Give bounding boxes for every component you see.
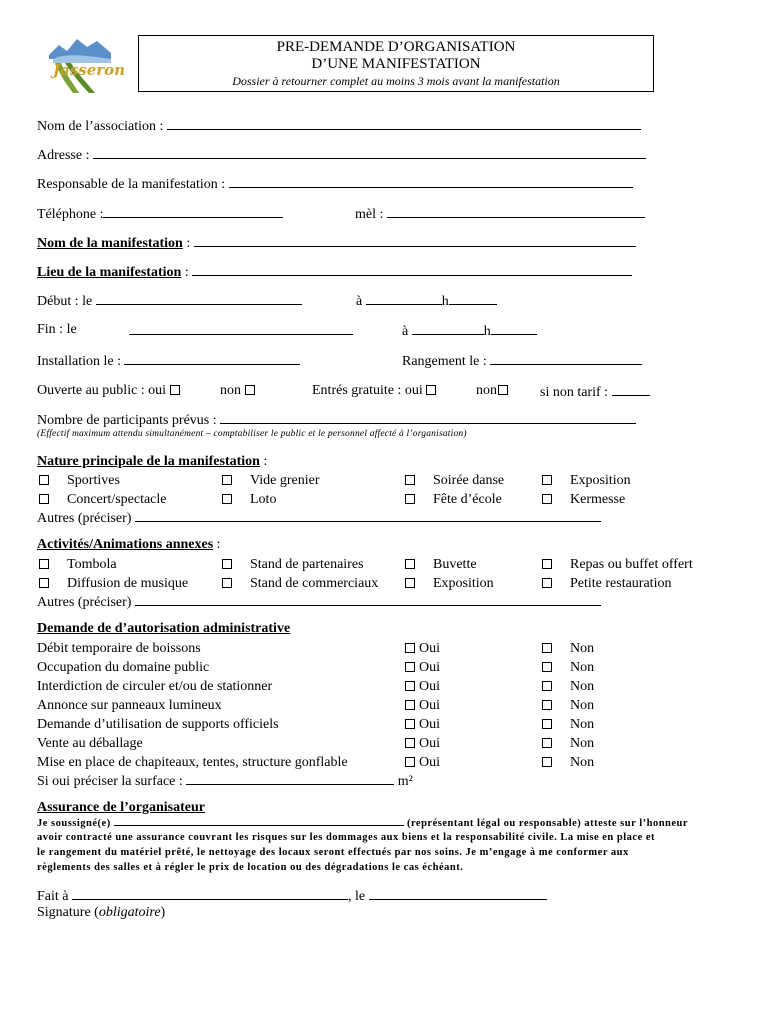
logo (45, 33, 126, 95)
start-h-label: h (441, 294, 449, 309)
event-name-row (37, 234, 636, 252)
signature-label: Signature ( (37, 905, 99, 920)
start-hour-field[interactable] (366, 292, 442, 305)
event-place-label: Lieu de la manifestation (37, 265, 182, 280)
activity-label: Stand de partenaires (250, 557, 364, 572)
start-time-row (356, 292, 497, 310)
tariff-label: si non tarif : (540, 385, 609, 400)
authorization-item-label: Demande d’utilisation de supports officiels (37, 717, 279, 732)
tariff-row (540, 383, 650, 401)
authorization-yes-checkbox[interactable] (405, 681, 415, 691)
nature-label: Loto (250, 492, 277, 507)
insurance-line-4: règlements des salles et à régler le prix de location ou des dégradations le cas échéant. (37, 862, 464, 873)
authorization-yes-label: Oui (419, 755, 440, 770)
authorization-yes-label: Oui (419, 736, 440, 751)
start-minute-field[interactable] (449, 292, 497, 305)
nature-checkbox[interactable] (39, 494, 49, 504)
authorization-no-label: Non (570, 736, 595, 751)
insurance-signer-label: Je soussigné(e) (37, 818, 111, 829)
responsible-label: Responsable de la manifestation : (37, 177, 226, 192)
subtitle: Dossier à retourner complet au moins 3 mois avant la manifestation (232, 74, 560, 88)
participants-label: Nombre de participants prévus : (37, 413, 217, 428)
activities-other-field[interactable] (135, 593, 601, 606)
authorization-no-label: Non (570, 641, 595, 656)
free-entry-no-checkbox[interactable] (498, 385, 508, 395)
public-no-label: non (220, 383, 241, 398)
activity-checkbox[interactable] (405, 578, 415, 588)
association-field[interactable] (167, 117, 641, 130)
authorization-no (542, 641, 594, 657)
activity-checkbox[interactable] (39, 559, 49, 569)
tariff-field[interactable] (612, 383, 650, 396)
activity-item (39, 557, 117, 573)
nature-checkbox[interactable] (542, 494, 552, 504)
activity-label: Repas ou buffet offert (570, 557, 693, 572)
place-label: Fait à (37, 889, 69, 904)
activity-label: Petite restauration (570, 576, 672, 591)
insurance-attest-text: (représentant légal ou responsable) atteste sur l’honneur (406, 818, 689, 829)
nature-label: Soirée danse (433, 473, 505, 488)
authorization-no-checkbox[interactable] (542, 719, 552, 729)
event-place-field[interactable] (192, 263, 632, 276)
installation-label: Installation le : (37, 354, 121, 369)
authorization-no-label: Non (570, 698, 595, 713)
nature-item (542, 473, 631, 489)
authorization-item-label: Mise en place de chapiteaux, tentes, structure gonflable (37, 755, 348, 770)
nature-item (405, 473, 504, 489)
event-place-colon: : (184, 265, 189, 280)
phone-label: Téléphone : (37, 207, 104, 222)
authorization-yes-checkbox[interactable] (405, 757, 415, 767)
end-label: Fin : le (37, 322, 77, 337)
authorization-yes-label: Oui (419, 641, 440, 656)
title-line-1: PRE-DEMANDE D’ORGANISATION (276, 39, 516, 55)
authorization-yes-label: Oui (419, 660, 440, 675)
authorization-no (542, 717, 594, 733)
authorization-yes-checkbox[interactable] (405, 738, 415, 748)
responsible-row (37, 175, 633, 193)
free-entry-no-label: non (476, 383, 497, 398)
phone-field[interactable] (103, 205, 283, 218)
authorization-yes (405, 660, 440, 676)
nature-checkbox[interactable] (542, 475, 552, 485)
authorization-item-label: Interdiction de circuler et/ou de stationner (37, 679, 273, 694)
nature-checkbox[interactable] (405, 475, 415, 485)
authorization-yes (405, 755, 440, 771)
email-field[interactable] (387, 205, 645, 218)
authorization-no-checkbox[interactable] (542, 757, 552, 767)
association-row (37, 117, 641, 135)
phone-row (37, 205, 283, 223)
start-row (37, 292, 302, 310)
authorization-item-label: Débit temporaire de boissons (37, 641, 201, 656)
end-date-field[interactable] (129, 322, 353, 335)
activity-label: Exposition (433, 576, 494, 591)
authorization-no (542, 698, 594, 714)
public-yes-checkbox[interactable] (170, 385, 180, 395)
nature-item (222, 473, 320, 489)
insurance-heading: Assurance de l’organisateur (37, 800, 205, 815)
event-name-colon: : (186, 236, 191, 251)
title-line-2: D’UNE MANIFESTATION (311, 56, 481, 72)
authorization-no-checkbox[interactable] (542, 681, 552, 691)
authorization-yes-label: Oui (419, 679, 440, 694)
authorization-no-label: Non (570, 717, 595, 732)
activity-checkbox[interactable] (222, 559, 232, 569)
nature-other-label: Autres (préciser) (37, 511, 132, 526)
nature-colon: : (263, 454, 268, 469)
association-label: Nom de l’association : (37, 119, 164, 134)
insurance-signer-field[interactable] (114, 816, 404, 826)
start-label: Début : le (37, 294, 93, 309)
activity-checkbox[interactable] (222, 578, 232, 588)
authorization-yes (405, 641, 440, 657)
authorization-no-checkbox[interactable] (542, 643, 552, 653)
storage-label: Rangement le : (402, 354, 487, 369)
storage-row (402, 352, 642, 370)
start-date-field[interactable] (96, 292, 302, 305)
nature-checkbox[interactable] (39, 475, 49, 485)
activity-checkbox[interactable] (542, 578, 552, 588)
public-no-checkbox[interactable] (245, 385, 255, 395)
nature-checkbox[interactable] (222, 494, 232, 504)
nature-label: Fête d’école (433, 492, 502, 507)
public-row (37, 383, 184, 399)
end-h-label: h (483, 324, 491, 339)
place-field[interactable] (72, 887, 348, 900)
surface-row (37, 772, 413, 790)
end-hour-field[interactable] (412, 322, 484, 335)
participants-note: (Effectif maximum attendu simultanément – comptabiliser le public et le personnel affecté à l’organisation) (37, 429, 467, 439)
nature-item (39, 473, 120, 489)
authorization-item-label: Annonce sur panneaux lumineux (37, 698, 222, 713)
insurance-line-1 (37, 816, 688, 829)
email-row (355, 205, 645, 223)
nature-checkbox[interactable] (222, 475, 232, 485)
nature-item (405, 492, 502, 508)
authorization-no-label: Non (570, 660, 595, 675)
address-field[interactable] (93, 146, 646, 159)
date-label: , le (348, 889, 366, 904)
activities-other-label: Autres (préciser) (37, 595, 132, 610)
svg-text:Jasseron: Jasseron (53, 61, 126, 79)
activity-checkbox[interactable] (39, 578, 49, 588)
activity-item (222, 557, 364, 573)
activity-checkbox[interactable] (542, 559, 552, 569)
nature-item (542, 492, 625, 508)
title-box (138, 35, 654, 92)
address-row (37, 146, 646, 164)
activities-heading-row (37, 537, 221, 553)
nature-checkbox[interactable] (405, 494, 415, 504)
authorization-no-checkbox[interactable] (542, 738, 552, 748)
activities-other-row (37, 593, 601, 611)
authorization-no-label: Non (570, 679, 595, 694)
address-label: Adresse : (37, 148, 90, 163)
activities-colon: : (216, 537, 221, 552)
nature-label: Sportives (67, 473, 120, 488)
authorization-no (542, 679, 594, 695)
end-at-label: à (402, 324, 409, 339)
participants-field[interactable] (220, 411, 636, 424)
activity-item (405, 557, 477, 573)
nature-label: Vide grenier (250, 473, 320, 488)
free-entry-yes-checkbox[interactable] (426, 385, 436, 395)
surface-field[interactable] (186, 772, 394, 785)
end-time-row (402, 322, 537, 340)
activity-label: Diffusion de musique (67, 576, 189, 591)
activity-label: Buvette (433, 557, 477, 572)
end-date-wrap (129, 322, 353, 340)
participants-row (37, 411, 636, 429)
authorization-yes (405, 736, 440, 752)
public-label: Ouverte au public : oui (37, 383, 167, 398)
authorization-no (542, 660, 594, 676)
nature-item (222, 492, 276, 508)
email-label: mèl : (355, 207, 384, 222)
authorization-yes (405, 698, 440, 714)
authorization-item-label: Vente au déballage (37, 736, 143, 751)
activity-item (542, 576, 671, 592)
activity-label: Stand de commerciaux (250, 576, 379, 591)
authorization-yes-checkbox[interactable] (405, 719, 415, 729)
nature-label: Kermesse (570, 492, 626, 507)
end-row (37, 322, 77, 338)
signature-row (37, 905, 165, 921)
free-entry-row (312, 383, 440, 399)
surface-label: Si oui préciser la surface : (37, 774, 183, 789)
surface-unit: m² (397, 774, 413, 789)
insurance-line-2: avoir contracté une assurance couvrant les risques sur les dommages aux biens et la responsabilité civile. La mise en place et (37, 832, 656, 843)
nature-item (39, 492, 167, 508)
event-name-field[interactable] (194, 234, 636, 247)
end-minute-field[interactable] (491, 322, 537, 335)
storage-field[interactable] (490, 352, 642, 365)
start-at-label: à (356, 294, 363, 309)
place-date-row (37, 887, 547, 905)
nature-label: Concert/spectacle (67, 492, 167, 507)
activities-heading: Activités/Animations annexes (37, 537, 214, 552)
authorization-item-label: Occupation du domaine public (37, 660, 210, 675)
date-field[interactable] (369, 887, 547, 900)
nature-label: Exposition (570, 473, 631, 488)
activity-label: Tombola (67, 557, 117, 572)
activity-item (222, 576, 378, 592)
activity-item (39, 576, 188, 592)
free-entry-label: Entrés gratuite : oui (312, 383, 423, 398)
installation-field[interactable] (124, 352, 300, 365)
authorization-no-label: Non (570, 755, 595, 770)
authorization-yes-label: Oui (419, 717, 440, 732)
event-place-row (37, 263, 632, 281)
insurance-line-3: le rangement du matériel prêté, le nettoyage des locaux seront effectués par nos soins. Je m’engage à me conformer aux (37, 847, 629, 858)
authorization-yes-checkbox[interactable] (405, 700, 415, 710)
public-no-row (220, 383, 259, 399)
authorization-yes-checkbox[interactable] (405, 662, 415, 672)
signature-close: ) (160, 905, 166, 920)
installation-row (37, 352, 300, 370)
free-entry-no-row (476, 383, 512, 399)
authorization-heading-row (37, 621, 290, 637)
nature-heading-row (37, 454, 267, 470)
activity-item (405, 576, 494, 592)
responsible-field[interactable] (229, 175, 633, 188)
event-name-label: Nom de la manifestation (37, 236, 183, 251)
insurance-heading-row (37, 800, 205, 816)
authorization-no-checkbox[interactable] (542, 662, 552, 672)
activity-item (542, 557, 693, 573)
authorization-no-checkbox[interactable] (542, 700, 552, 710)
signature-mandatory: obligatoire (98, 905, 161, 920)
authorization-yes-label: Oui (419, 698, 440, 713)
authorization-no (542, 755, 594, 771)
nature-other-row (37, 509, 601, 527)
authorization-yes (405, 717, 440, 733)
authorization-yes (405, 679, 440, 695)
authorization-yes-checkbox[interactable] (405, 643, 415, 653)
authorization-no (542, 736, 594, 752)
authorization-heading: Demande de d’autorisation administrative (37, 621, 291, 636)
nature-other-field[interactable] (135, 509, 601, 522)
nature-heading: Nature principale de la manifestation (37, 454, 260, 469)
activity-checkbox[interactable] (405, 559, 415, 569)
